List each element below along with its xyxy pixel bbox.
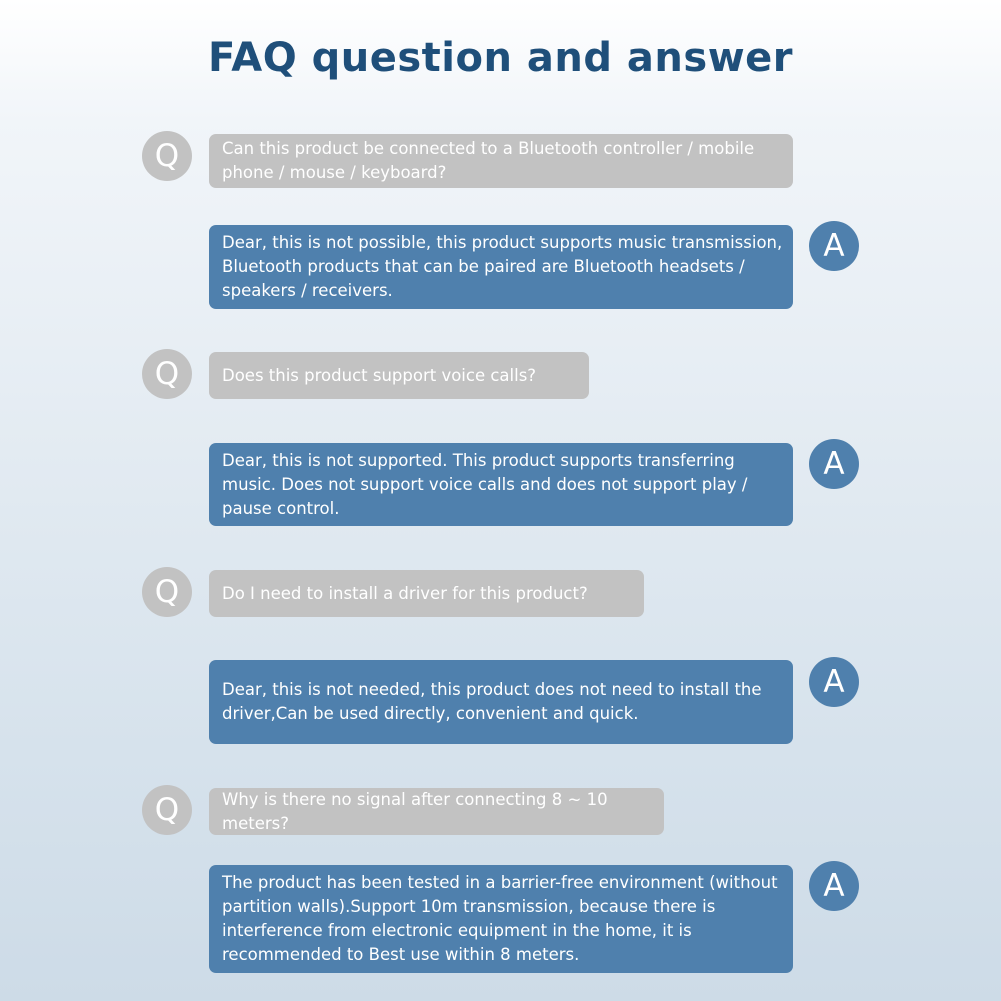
answer-badge: A	[809, 439, 859, 489]
question-bubble	[209, 134, 793, 188]
question-bubble	[209, 570, 644, 617]
question-text: Can this product be connected to a Bluetooth controller / mobile phone / mouse / keyboard?	[222, 139, 755, 182]
question-badge: Q	[142, 785, 192, 835]
question-badge: Q	[142, 567, 192, 617]
answer-badge: A	[809, 221, 859, 271]
answer-bubble	[209, 225, 793, 309]
question-text: Do I need to install a driver for this product?	[222, 583, 588, 603]
question-text: Why is there no signal after connecting 8 ~ 10 meters?	[222, 789, 608, 833]
answer-text: The product has been tested in a barrier-free environment (without partition walls).Support 10m transmission, because there is interference from electronic equipment in the home, it is recommended to Best use within 8 meters.	[222, 873, 778, 964]
answer-badge: A	[809, 861, 859, 911]
answer-text: Dear, this is not possible, this product supports music transmission, Bluetooth products that can be paired are Bluetooth headsets / speakers / receivers.	[222, 233, 783, 300]
answer-bubble	[209, 660, 793, 744]
page-title: FAQ question and answer	[208, 35, 793, 81]
question-badge: Q	[142, 131, 192, 181]
question-text: Does this product support voice calls?	[222, 365, 537, 385]
question-bubble	[209, 352, 589, 399]
answer-bubble	[209, 443, 793, 526]
answer-badge: A	[809, 657, 859, 707]
question-bubble	[209, 788, 664, 835]
answer-text: Dear, this is not supported. This product supports transferring music. Does not support voice calls and does not support play / pause control.	[222, 450, 748, 518]
answer-text: Dear, this is not needed, this product does not need to install the driver,Can be used directly, convenient and quick.	[222, 680, 762, 723]
answer-bubble	[209, 865, 793, 973]
question-badge: Q	[142, 349, 192, 399]
